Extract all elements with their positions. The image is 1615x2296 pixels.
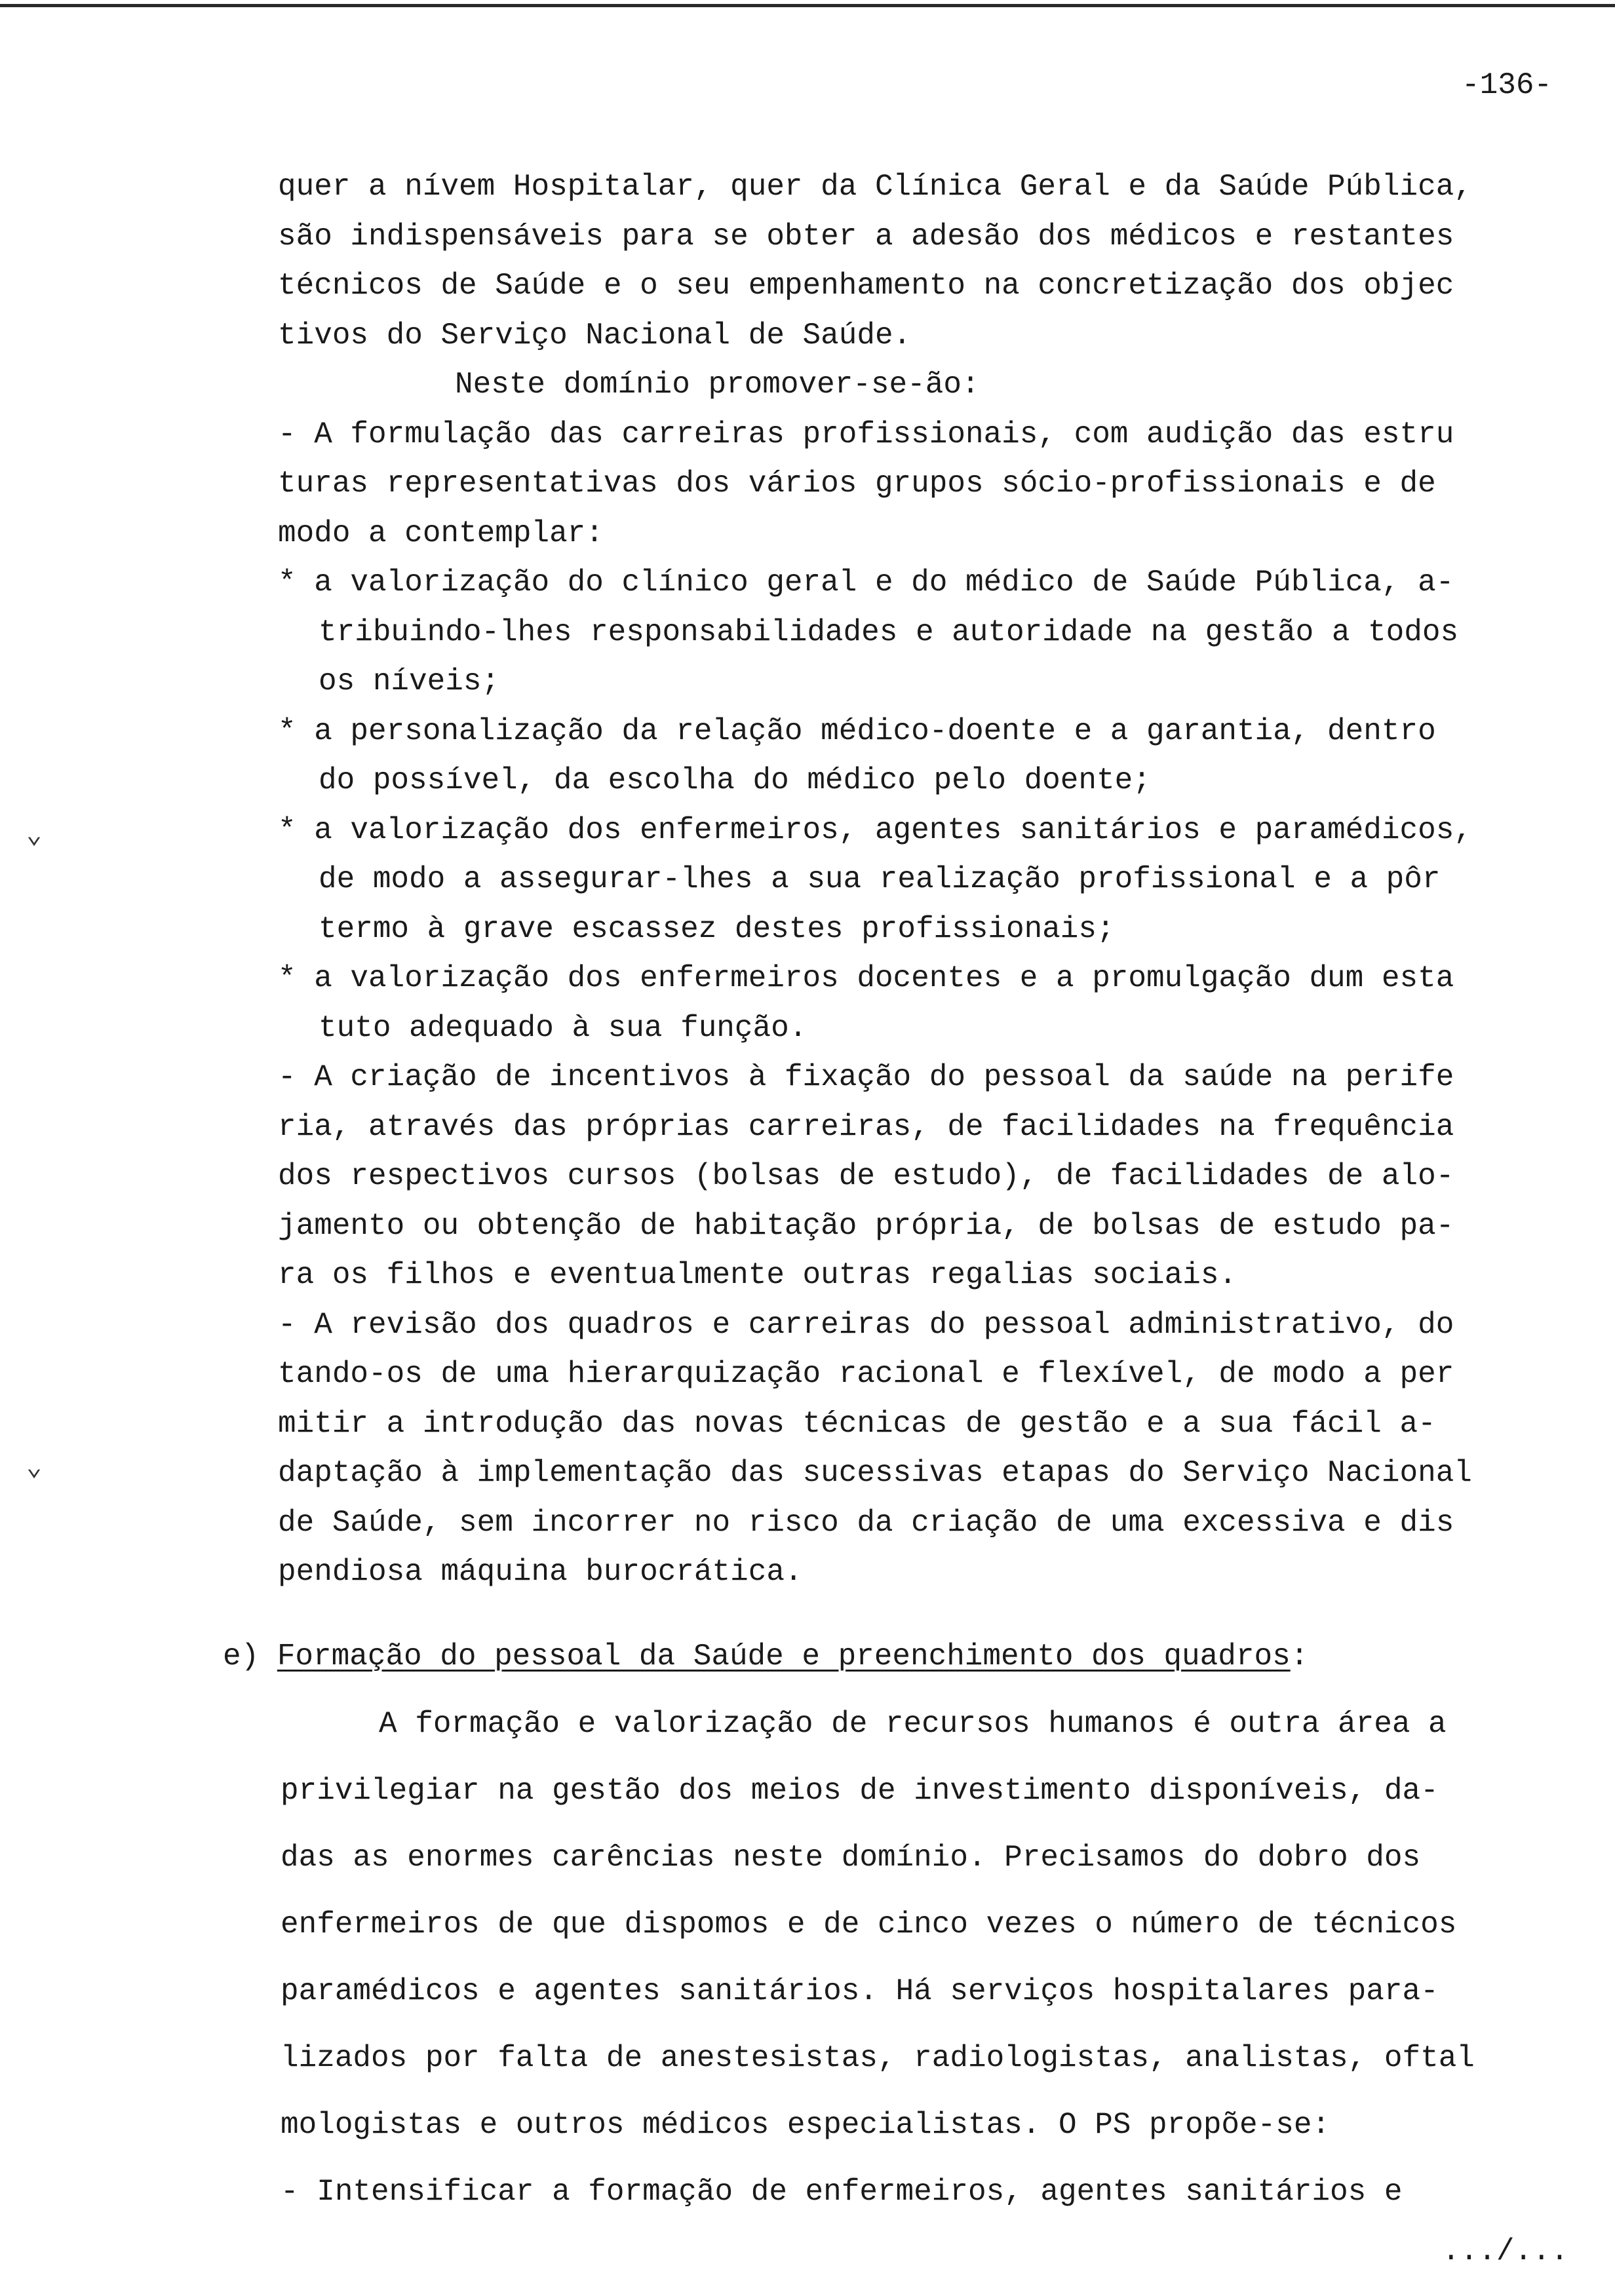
text-line: jamento ou obtenção de habitação própria, de bolsas de estudo pa- [278,1208,1454,1243]
text-line: tivos do Serviço Nacional de Saúde. [278,318,912,353]
text-line: de modo a assegurar-lhes a sua realização profissional e a pôr [319,862,1441,896]
text-line: são indispensáveis para se obter a adesão dos médicos e restantes [278,219,1454,254]
text-line: lizados por falta de anestesistas, radiologistas, analistas, oftal [281,2041,1475,2075]
text-line: tribuindo-lhes responsabilidades e autoridade na gestão a todos [319,615,1459,649]
text-line: tando-os de uma hierarquização racional e flexível, de modo a per [278,1357,1454,1391]
text-line: paramédicos e agentes sanitários. Há serviços hospitalares para- [281,1974,1439,2008]
list-item-bullet: * a valorização dos enfermeiros docentes e a promulgação dum esta [278,961,1454,995]
text-line: os níveis; [319,664,500,698]
text-line: técnicos de Saúde e o seu empenhamento na concretização dos objec [278,269,1454,303]
text-line: tuto adequado à sua função. [319,1010,808,1045]
section-heading [223,1637,1586,1676]
continuation-marker: .../... [1442,2234,1569,2268]
text-line: dos respectivos cursos (bolsas de estudo), de facilidades de alo- [278,1159,1454,1193]
text-line: termo à grave escassez destes profissionais; [319,911,1115,946]
text-line: turas representativas dos vários grupos sócio-profissionais e de [278,467,1436,501]
text-line: A formação e valorização de recursos humanos é outra área a [379,1707,1447,1741]
list-item-dash: - A criação de incentivos à fixação do pessoal da saúde na perife [278,1060,1454,1094]
text-line: pendiosa máquina burocrática. [278,1555,803,1589]
text-line: mologistas e outros médicos especialistas. O PS propõe-se: [281,2108,1331,2142]
text-line: de Saúde, sem incorrer no risco da criação de uma excessiva e dis [278,1505,1454,1540]
top-rule [0,4,1615,7]
list-item-dash: - A revisão dos quadros e carreiras do pessoal administrativo, do [278,1307,1454,1342]
list-item-bullet: * a valorização dos enfermeiros, agentes sanitários e paramédicos, [278,813,1472,847]
margin-mark: ⌄ [26,822,43,851]
text-line: quer a nívem Hospitalar, quer da Clínica Geral e da Saúde Pública, [278,170,1472,204]
text-line: ria, através das próprias carreiras, de facilidades na frequência [278,1109,1454,1144]
list-item-bullet: * a valorização do clínico geral e do médico de Saúde Pública, a- [278,565,1454,600]
section-colon: : [1290,1639,1309,1674]
text-line: das as enormes carências neste domínio. Precisamos do dobro dos [281,1841,1421,1875]
list-item-dash: - Intensificar a formação de enfermeiros, agentes sanitários e [281,2175,1403,2209]
section-title: Formação do pessoal da Saúde e preenchimento dos quadros [277,1639,1291,1674]
text-line: mitir a introdução das novas técnicas de gestão e a sua fácil a- [278,1406,1436,1441]
margin-mark: ⌄ [26,1454,43,1483]
body-text [278,163,1582,1598]
page-number: -136- [1462,68,1553,102]
section-label: e) [223,1639,260,1674]
text-line: daptação à implementação das sucessivas etapas do Serviço Nacional [278,1456,1472,1490]
list-item-bullet: * a personalização da relação médico-doente e a garantia, dentro [278,714,1436,748]
text-line: privilegiar na gestão dos meios de investimento disponíveis, da- [281,1774,1439,1808]
text-line: modo a contemplar: [278,516,604,550]
list-item-dash: - A formulação das carreiras profissionais, com audição das estru [278,417,1454,451]
paragraph-intro: Neste domínio promover-se-ão: [455,368,980,402]
text-line: ra os filhos e eventualmente outras regalias sociais. [278,1258,1237,1292]
text-line: do possível, da escolha do médico pelo doente; [319,763,1151,797]
section-body [281,1691,1585,2225]
text-line: enfermeiros de que dispomos e de cinco vezes o número de técnicos [281,1907,1457,1942]
